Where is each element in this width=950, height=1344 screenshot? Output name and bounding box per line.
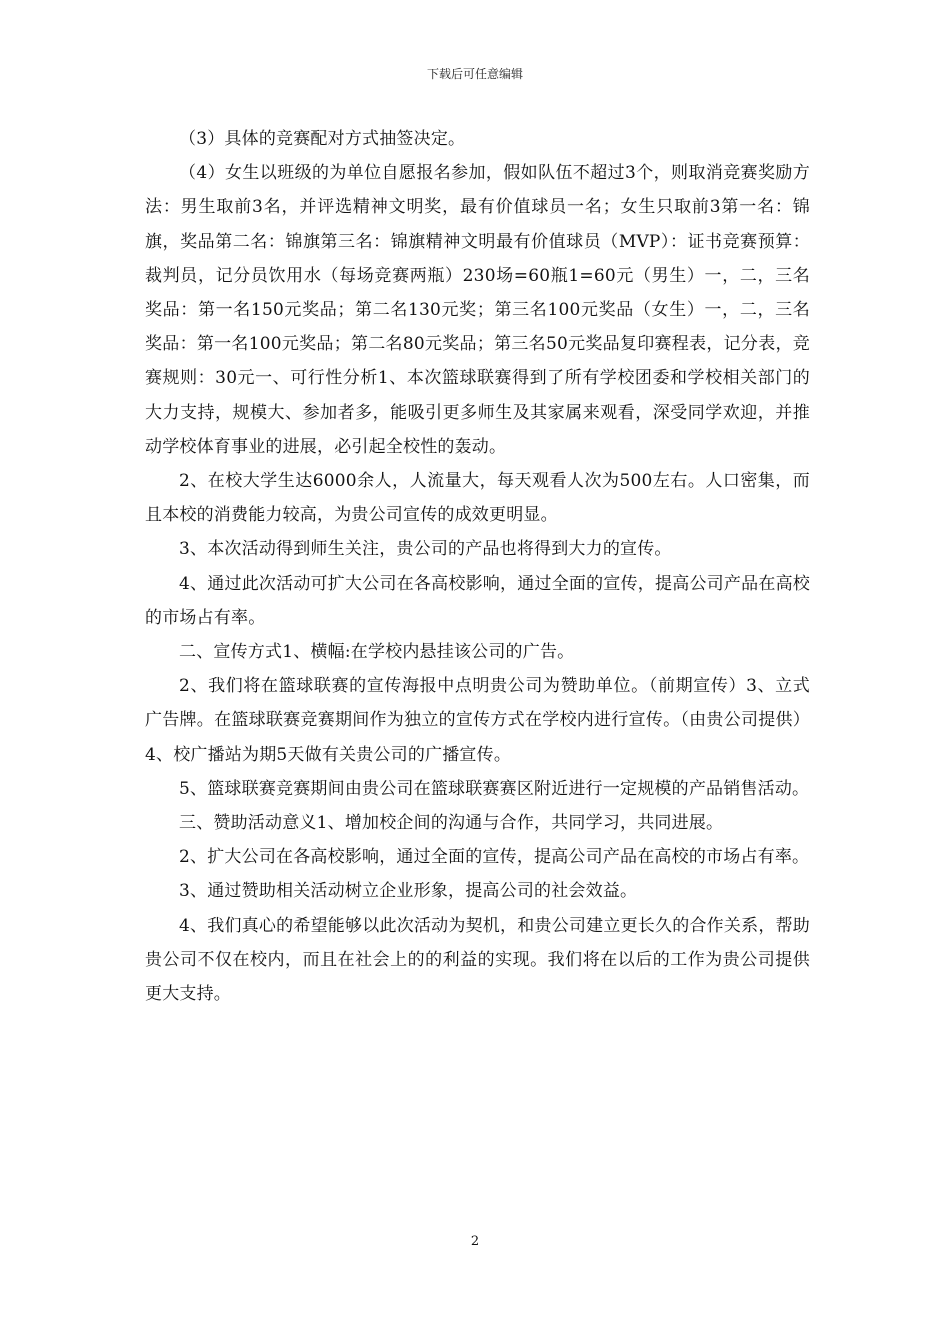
paragraph: 3、通过赞助相关活动树立企业形象，提高公司的社会效益。 xyxy=(179,881,638,902)
paragraph: 4、通过此次活动可扩大公司在各高校影响，通过全面的宣传，提高公司产品在高校的市场占有率。 xyxy=(145,573,810,628)
paragraph: 5、篮球联赛竞赛期间由贵公司在篮球联赛赛区附近进行一定规模的产品销售活动。 xyxy=(179,778,810,799)
paragraph: 2、扩大公司在各高校影响，通过全面的宣传，提高公司产品在高校的市场占有率。 xyxy=(179,847,810,868)
paragraph: 三、赞助活动意义1、增加校企间的沟通与合作，共同学习，共同进展。 xyxy=(179,813,724,834)
paragraph: 2、我们将在篮球联赛的宣传海报中点明贵公司为赞助单位。（前期宣传）3、立式广告牌。在篮球联赛竞赛期间作为独立的宣传方式在学校内进行宣传。（由贵公司提供）4、校广播站为期5天做有关贵公司的广播宣传。 xyxy=(145,676,810,765)
paragraph: 二、宣传方式1、横幅:在学校内悬挂该公司的广告。 xyxy=(179,642,575,663)
page-number: 2 xyxy=(470,1234,480,1249)
paragraph: （3）具体的竞赛配对方式抽签决定。 xyxy=(179,129,466,149)
paragraph: 3、本次活动得到师生关注，贵公司的产品也将得到大力的宣传。 xyxy=(179,539,672,560)
document-body xyxy=(145,122,810,1011)
paragraph: 4、我们真心的希望能够以此次活动为契机，和贵公司建立更长久的合作关系，帮助贵公司不仅在校内，而且在社会上的的利益的实现。我们将在以后的工作为贵公司提供更大支持。 xyxy=(145,915,810,1005)
page-header: 下载后可任意编辑 xyxy=(426,67,523,81)
paragraph: （4）女生以班级的为单位自愿报名参加，假如队伍不超过3个，则取消竞赛奖励方法：男生取前3名，并评选精神文明奖，最有价值球员一名；女生只取前3第一名：锦旗，奖品第二名：锦旗第三名：锦旗精神文明最有价值球员（MVP）：证书竞赛预算：裁判员，记分员饮用水（每场竞赛两瓶）230场=60瓶1=60元（男生）一，二，三名奖品：第一名150元奖品；第二名130元奖；第三名100元奖品（女生）一，二，三名奖品：第一名100元奖品；第二名80元奖品；第三名50元奖品复印赛程表，记分表，竞赛规则：30元一、可行性分析1、本次篮球联赛得到了所有学校团委和学校相关部门的大力支持，规模大、参加者多，能吸引更多师生及其家属来观看，深受同学欢迎，并推动学校体育事业的进展，必引起全校性的轰动。 xyxy=(145,163,810,457)
paragraph: 2、在校大学生达6000余人，人流量大，每天观看人次为500左右。人口密集，而且本校的消费能力较高，为贵公司宣传的成效更明显。 xyxy=(145,471,810,526)
